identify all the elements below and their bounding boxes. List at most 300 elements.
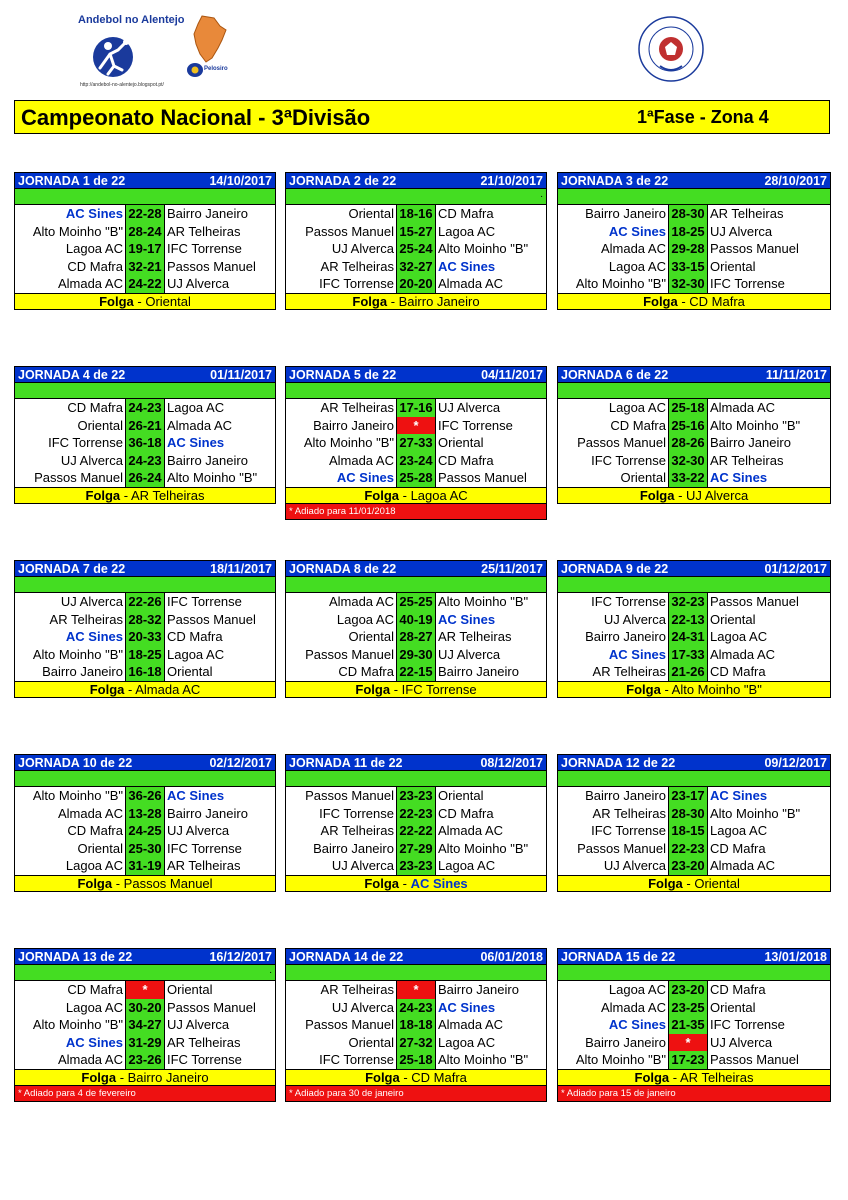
away-team: AR Telheiras xyxy=(167,1034,241,1050)
game-score: 28-30 xyxy=(668,805,708,823)
home-team: Passos Manuel xyxy=(577,840,666,856)
game-row xyxy=(286,611,546,629)
game-score: 22-22 xyxy=(396,822,436,840)
home-team: AC Sines xyxy=(608,223,666,239)
away-team: Alto Moinho "B" xyxy=(438,1052,529,1067)
postponed-note: * Adiado para 11/01/2018 xyxy=(285,504,547,520)
away-team: Alto Moinho "B" xyxy=(438,594,529,609)
game-score: 18-25 xyxy=(125,646,165,664)
home-team: Lagoa AC xyxy=(608,982,666,997)
away-team: Almada AC xyxy=(710,646,776,662)
game-row xyxy=(15,399,275,417)
jornada-date: 18/11/2017 xyxy=(210,562,272,576)
game-score: 22-26 xyxy=(125,593,165,611)
game-row xyxy=(558,611,830,629)
home-team: Bairro Janeiro xyxy=(313,840,394,856)
home-team: IFC Torrense xyxy=(319,805,394,821)
jornada-date: 16/12/2017 xyxy=(209,950,272,964)
game-score: 32-30 xyxy=(668,452,708,470)
game-score: 32-21 xyxy=(125,258,165,276)
away-team: Alto Moinho "B" xyxy=(167,470,258,485)
game-row xyxy=(15,857,275,875)
game-row xyxy=(15,205,275,223)
away-team: AR Telheiras xyxy=(167,858,241,873)
home-team: AR Telheiras xyxy=(320,982,394,997)
game-score: 27-32 xyxy=(396,1034,436,1052)
game-row xyxy=(286,805,546,823)
game-row xyxy=(286,663,546,681)
games-list xyxy=(285,786,547,875)
game-score: 21-35 xyxy=(668,1016,708,1034)
postponed-note: * Adiado para 15 de janeiro xyxy=(557,1086,831,1102)
game-score: 25-18 xyxy=(668,399,708,417)
home-team: UJ Alverca xyxy=(331,241,394,256)
game-score: 28-27 xyxy=(396,628,436,646)
jornada-block xyxy=(14,948,276,1102)
game-row xyxy=(286,434,546,452)
bye-team-row xyxy=(285,875,547,892)
game-score: 24-23 xyxy=(125,452,165,470)
away-team: Almada AC xyxy=(167,417,233,433)
game-row xyxy=(286,628,546,646)
home-team: Lagoa AC xyxy=(65,241,123,256)
away-team: CD Mafra xyxy=(438,452,494,468)
away-team: Almada AC xyxy=(438,1017,504,1032)
games-list xyxy=(557,592,831,681)
postponed-note: * Adiado para 30 de janeiro xyxy=(285,1086,547,1102)
game-row xyxy=(15,417,275,435)
phase-label: 1ªFase - Zona 4 xyxy=(637,107,769,127)
jornada-spacer xyxy=(14,771,276,786)
game-row xyxy=(558,434,830,452)
game-score: 28-32 xyxy=(125,611,165,629)
game-row xyxy=(286,1034,546,1052)
game-score: 26-24 xyxy=(125,469,165,487)
game-row xyxy=(286,258,546,276)
away-team: CD Mafra xyxy=(438,805,494,821)
away-team: Lagoa AC xyxy=(438,1034,496,1050)
home-team: CD Mafra xyxy=(67,823,123,838)
game-score: 20-20 xyxy=(396,275,436,293)
jornada-title: JORNADA 2 de 22 xyxy=(289,174,397,188)
bye-label: Folga xyxy=(365,1069,400,1085)
away-team: UJ Alverca xyxy=(438,400,501,415)
jornada-block xyxy=(285,366,547,520)
home-team: AR Telheiras xyxy=(320,258,394,274)
games-list xyxy=(557,204,831,293)
bye-separator: - xyxy=(116,1069,128,1085)
game-row xyxy=(15,258,275,276)
bye-separator: - xyxy=(120,487,132,503)
game-score: 23-26 xyxy=(125,1051,165,1069)
jornada-block xyxy=(14,172,276,310)
away-team: Passos Manuel xyxy=(710,594,799,609)
game-row xyxy=(286,999,546,1017)
home-team: Almada AC xyxy=(600,999,666,1015)
games-list xyxy=(14,786,276,875)
game-row xyxy=(15,223,275,241)
home-team: Bairro Janeiro xyxy=(585,206,666,221)
game-row xyxy=(558,258,830,276)
away-team: AC Sines xyxy=(438,611,496,627)
jornada-spacer xyxy=(557,771,831,786)
away-team: Passos Manuel xyxy=(710,1052,799,1067)
jornada-spacer xyxy=(285,965,547,980)
away-team: UJ Alverca xyxy=(167,1017,230,1032)
game-row xyxy=(558,1016,830,1034)
away-team: Bairro Janeiro xyxy=(167,206,248,221)
jornada-header xyxy=(14,560,276,577)
home-team: Alto Moinho "B" xyxy=(303,435,394,450)
away-team: IFC Torrense xyxy=(167,840,242,856)
home-team: AR Telheiras xyxy=(49,611,123,627)
home-team: AR Telheiras xyxy=(320,400,394,415)
game-row xyxy=(558,240,830,258)
jornada-date: 01/12/2017 xyxy=(764,562,827,576)
title-banner xyxy=(14,100,830,134)
jornada-spacer xyxy=(285,771,547,786)
jornada-date: 11/11/2017 xyxy=(765,368,827,382)
jornada-block xyxy=(285,948,547,1102)
away-team: Lagoa AC xyxy=(438,223,496,239)
away-team: Almada AC xyxy=(438,276,504,291)
bye-team-row xyxy=(14,1069,276,1086)
game-row xyxy=(286,399,546,417)
away-team: Passos Manuel xyxy=(167,258,256,274)
away-team: CD Mafra xyxy=(438,206,494,221)
game-row xyxy=(558,452,830,470)
bye-separator: - xyxy=(390,681,402,697)
bye-label: Folga xyxy=(352,293,388,309)
home-team: UJ Alverca xyxy=(603,611,666,627)
game-score: 36-26 xyxy=(125,787,165,805)
game-score: 23-20 xyxy=(668,981,708,999)
jornada-header xyxy=(285,948,547,965)
jornada-spacer xyxy=(557,383,831,398)
jornada-header xyxy=(14,948,276,965)
jornada-header xyxy=(557,754,831,771)
jornada-spacer xyxy=(14,189,276,204)
bye-team-row xyxy=(557,487,831,504)
game-row xyxy=(558,981,830,999)
game-row xyxy=(558,787,830,805)
home-team: Passos Manuel xyxy=(305,1017,394,1032)
bye-label: Folga xyxy=(648,875,683,891)
game-score: 33-15 xyxy=(668,258,708,276)
away-team: Bairro Janeiro xyxy=(438,982,519,997)
away-team: CD Mafra xyxy=(167,629,223,644)
game-row xyxy=(15,822,275,840)
game-row xyxy=(558,593,830,611)
jornada-title: JORNADA 15 de 22 xyxy=(561,950,676,964)
jornada-header xyxy=(285,560,547,577)
home-team: CD Mafra xyxy=(67,258,123,274)
game-score: 29-30 xyxy=(396,646,436,664)
jornada-date: 01/11/2017 xyxy=(210,368,272,382)
bye-label: Folga xyxy=(364,875,400,891)
bye-separator: - xyxy=(682,875,695,891)
spacer-dot: . xyxy=(269,965,272,976)
game-score: 21-26 xyxy=(668,663,708,681)
home-team: Alto Moinho "B" xyxy=(575,1052,666,1067)
game-score: 28-26 xyxy=(668,434,708,452)
game-row xyxy=(15,840,275,858)
game-score: 22-23 xyxy=(668,840,708,858)
away-team: Lagoa AC xyxy=(710,629,768,644)
pelosiro-logo-icon xyxy=(186,62,204,78)
jornada-spacer xyxy=(285,383,547,398)
away-team: Passos Manuel xyxy=(167,999,256,1015)
home-team: Oriental xyxy=(348,629,394,644)
bye-label: Folga xyxy=(81,1069,117,1085)
jornada-block xyxy=(285,560,547,698)
home-team: UJ Alverca xyxy=(60,452,123,468)
bye-team-row xyxy=(557,681,831,698)
game-row xyxy=(558,857,830,875)
away-team: IFC Torrense xyxy=(167,594,242,609)
jornada-block xyxy=(557,560,831,698)
away-team: Oriental xyxy=(438,435,484,450)
home-team: Almada AC xyxy=(328,452,394,468)
jornada-header xyxy=(14,366,276,383)
jornada-title: JORNADA 7 de 22 xyxy=(18,562,126,576)
game-row xyxy=(15,275,275,293)
game-score: * xyxy=(668,1034,708,1052)
away-team: Oriental xyxy=(167,664,213,679)
federation-seal-icon xyxy=(636,14,706,84)
jornada-date: 02/12/2017 xyxy=(209,756,272,770)
away-team: CD Mafra xyxy=(710,982,766,997)
away-team: Lagoa AC xyxy=(438,858,496,873)
game-row xyxy=(286,223,546,241)
jornada-header xyxy=(285,366,547,383)
bye-team: Bairro Janeiro xyxy=(127,1069,209,1085)
game-row xyxy=(286,646,546,664)
home-team: Almada AC xyxy=(328,594,394,609)
handball-player-icon xyxy=(88,34,138,80)
home-team: Oriental xyxy=(77,840,123,856)
game-row xyxy=(15,999,275,1017)
game-score: 24-23 xyxy=(396,999,436,1017)
home-team: AR Telheiras xyxy=(320,823,394,838)
games-list xyxy=(14,204,276,293)
game-score: 34-27 xyxy=(125,1016,165,1034)
home-team: Oriental xyxy=(348,206,394,221)
jornada-title: JORNADA 3 de 22 xyxy=(561,174,669,188)
jornada-spacer xyxy=(14,577,276,592)
postponed-note: * Adiado para 4 de fevereiro xyxy=(14,1086,276,1102)
spacer-dot: . xyxy=(540,189,543,200)
bye-separator: - xyxy=(399,487,411,503)
home-team: Alto Moinho "B" xyxy=(32,788,123,803)
game-row xyxy=(286,593,546,611)
bye-separator: - xyxy=(399,1069,412,1085)
game-score: 23-24 xyxy=(396,452,436,470)
jornada-title: JORNADA 5 de 22 xyxy=(289,368,397,382)
games-list xyxy=(557,398,831,487)
jornada-spacer xyxy=(14,383,276,398)
bye-team: CD Mafra xyxy=(689,293,745,309)
away-team: Bairro Janeiro xyxy=(167,452,248,468)
jornada-block xyxy=(557,366,831,504)
jornada-header xyxy=(557,366,831,383)
home-team: Alto Moinho "B" xyxy=(32,646,123,662)
page-title: Campeonato Nacional - 3ªDivisão xyxy=(21,105,371,130)
home-team: Lagoa AC xyxy=(608,258,666,274)
home-team: Bairro Janeiro xyxy=(313,417,394,433)
home-team: Almada AC xyxy=(57,805,123,821)
jornada-spacer xyxy=(285,577,547,592)
game-row xyxy=(558,805,830,823)
jornada-date: 28/10/2017 xyxy=(764,174,827,188)
jornada-block xyxy=(285,172,547,310)
bye-team: Oriental xyxy=(145,293,191,309)
away-team: UJ Alverca xyxy=(167,276,230,291)
andebol-alentejo-logo xyxy=(72,14,228,94)
game-score: 28-24 xyxy=(125,223,165,241)
home-team: AC Sines xyxy=(336,470,394,485)
game-row xyxy=(15,628,275,646)
away-team: AC Sines xyxy=(438,999,496,1015)
jornada-title: JORNADA 10 de 22 xyxy=(18,756,133,770)
home-team: Passos Manuel xyxy=(305,646,394,662)
jornada-header xyxy=(285,754,547,771)
game-row xyxy=(286,1016,546,1034)
bye-team: Almada AC xyxy=(135,681,201,697)
away-team: Bairro Janeiro xyxy=(167,805,248,821)
game-row xyxy=(558,469,830,487)
jornada-title: JORNADA 8 de 22 xyxy=(289,562,397,576)
home-team: Lagoa AC xyxy=(608,400,666,415)
game-row xyxy=(558,822,830,840)
game-row xyxy=(558,399,830,417)
home-team: AC Sines xyxy=(608,1017,666,1032)
jornada-date: 06/01/2018 xyxy=(480,950,543,964)
jornada-block xyxy=(557,172,831,310)
game-row xyxy=(15,805,275,823)
game-score: 22-28 xyxy=(125,205,165,223)
game-row xyxy=(15,1034,275,1052)
games-list xyxy=(285,980,547,1069)
away-team: Bairro Janeiro xyxy=(438,664,519,679)
game-score: 25-16 xyxy=(668,417,708,435)
game-score: 23-25 xyxy=(668,999,708,1017)
home-team: Passos Manuel xyxy=(577,435,666,450)
game-score: 40-19 xyxy=(396,611,436,629)
jornada-spacer xyxy=(557,577,831,592)
home-team: Lagoa AC xyxy=(65,858,123,873)
home-team: AC Sines xyxy=(65,629,123,644)
bye-label: Folga xyxy=(89,681,125,697)
game-score: 18-16 xyxy=(396,205,436,223)
alentejo-map-icon xyxy=(192,14,228,64)
game-score: 23-20 xyxy=(668,857,708,875)
game-score: 15-27 xyxy=(396,223,436,241)
home-team: AR Telheiras xyxy=(592,805,666,821)
home-team: IFC Torrense xyxy=(591,452,666,468)
home-team: Almada AC xyxy=(57,276,123,291)
bye-team-row xyxy=(285,1069,547,1086)
jornada-block xyxy=(285,754,547,892)
bye-separator: - xyxy=(387,293,399,309)
home-team: Almada AC xyxy=(57,1052,123,1067)
home-team: IFC Torrense xyxy=(48,435,123,450)
bye-team: IFC Torrense xyxy=(401,681,477,697)
game-score: 33-22 xyxy=(668,469,708,487)
jornada-block xyxy=(14,366,276,504)
bye-label: Folga xyxy=(77,875,113,891)
jornada-date: 04/11/2017 xyxy=(481,368,543,382)
home-team: Lagoa AC xyxy=(336,611,394,627)
game-row xyxy=(558,1051,830,1069)
away-team: IFC Torrense xyxy=(167,241,242,256)
home-team: AC Sines xyxy=(65,206,123,221)
brand-url: http://andebol-no-alentejo.blogspot.pt/ xyxy=(80,82,164,88)
games-list xyxy=(285,398,547,487)
game-score: * xyxy=(125,981,165,999)
game-row xyxy=(286,452,546,470)
home-team: CD Mafra xyxy=(67,400,123,415)
jornada-header xyxy=(557,172,831,189)
bye-team: Passos Manuel xyxy=(123,875,213,891)
game-row xyxy=(286,275,546,293)
jornada-title: JORNADA 1 de 22 xyxy=(18,174,126,188)
home-team: UJ Alverca xyxy=(603,858,666,873)
away-team: CD Mafra xyxy=(710,840,766,856)
game-score: 24-23 xyxy=(125,399,165,417)
game-score: * xyxy=(396,417,436,435)
game-row xyxy=(286,417,546,435)
game-score: 19-17 xyxy=(125,240,165,258)
home-team: CD Mafra xyxy=(338,664,394,679)
bye-team-row xyxy=(285,487,547,504)
away-team: Alto Moinho "B" xyxy=(438,840,529,856)
bye-label: Folga xyxy=(99,293,134,309)
bye-team: AR Telheiras xyxy=(680,1069,754,1085)
away-team: AC Sines xyxy=(710,788,768,803)
away-team: IFC Torrense xyxy=(438,417,513,433)
game-row xyxy=(286,787,546,805)
sponsor-name: Pelosiro xyxy=(204,66,228,72)
jornada-spacer xyxy=(557,965,831,980)
jornada-title: JORNADA 4 de 22 xyxy=(18,368,126,382)
home-team: UJ Alverca xyxy=(331,858,394,873)
bye-team-row xyxy=(557,875,831,892)
away-team: Bairro Janeiro xyxy=(710,435,791,450)
jornada-date: 13/01/2018 xyxy=(764,950,827,964)
jornada-spacer xyxy=(14,965,276,980)
game-score: 29-28 xyxy=(668,240,708,258)
jornada-date: 09/12/2017 xyxy=(764,756,827,770)
bye-team: UJ Alverca xyxy=(686,487,749,503)
game-row xyxy=(558,646,830,664)
bye-team-row xyxy=(14,293,276,310)
jornada-header xyxy=(14,172,276,189)
jornada-spacer xyxy=(557,189,831,204)
home-team: CD Mafra xyxy=(610,417,666,433)
away-team: IFC Torrense xyxy=(710,276,785,291)
game-score: 24-31 xyxy=(668,628,708,646)
game-score: 27-33 xyxy=(396,434,436,452)
away-team: Oriental xyxy=(710,999,756,1015)
home-team: Alto Moinho "B" xyxy=(575,276,666,291)
away-team: Oriental xyxy=(710,611,756,627)
jornada-title: JORNADA 12 de 22 xyxy=(561,756,676,770)
away-team: Passos Manuel xyxy=(167,611,256,627)
game-score: 23-23 xyxy=(396,787,436,805)
game-row xyxy=(558,275,830,293)
home-team: Alto Moinho "B" xyxy=(32,1017,123,1032)
